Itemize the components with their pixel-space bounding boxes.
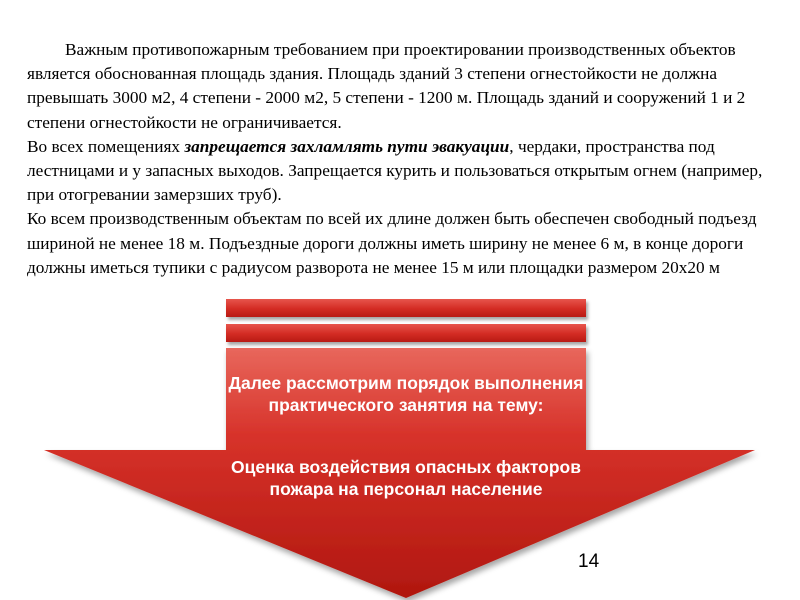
- paragraph-access-roads: Ко всем производственным объектам по всей их длине должен быть обеспечен свободный подъезд шириной не менее 18 м. Подъездные дороги должны иметь ширину не менее 6 м, в конце дороги должны иметься тупики с радиусом разворота не менее 15 м или площадки размером 20х20 м: [27, 209, 757, 277]
- paragraph-evacuation-start: Во всех помещениях: [27, 136, 185, 156]
- paragraph-building-area: Важным противопожарным требованием при проектировании производственных объектов является обоснованная площадь здания. Площадь зданий 3 степени огнестойкости не должна превышать 3000 м2, 4 степени - 2000 м2, 5 степени - 1200 м. Площадь зданий и сооружений 1 и 2 степени огнестойкости не ограничивается.: [27, 40, 746, 132]
- paragraph-evacuation-end: , чердаки, пространства под лестницами и у запасных выходов. Запрещается курить и пользоваться открытым огнем (например, при отогревании замерзших труб).: [27, 136, 763, 205]
- arrow-intro-text: Далее рассмотрим порядок выполнения практического занятия на тему:: [228, 373, 584, 415]
- arrow-topic-text: Оценка воздействия опасных факторов пожара на персонал население: [230, 457, 581, 499]
- page-number: 14: [578, 551, 600, 572]
- evacuation-emphasis: запрещается захламлять пути эвакуации: [184, 136, 510, 156]
